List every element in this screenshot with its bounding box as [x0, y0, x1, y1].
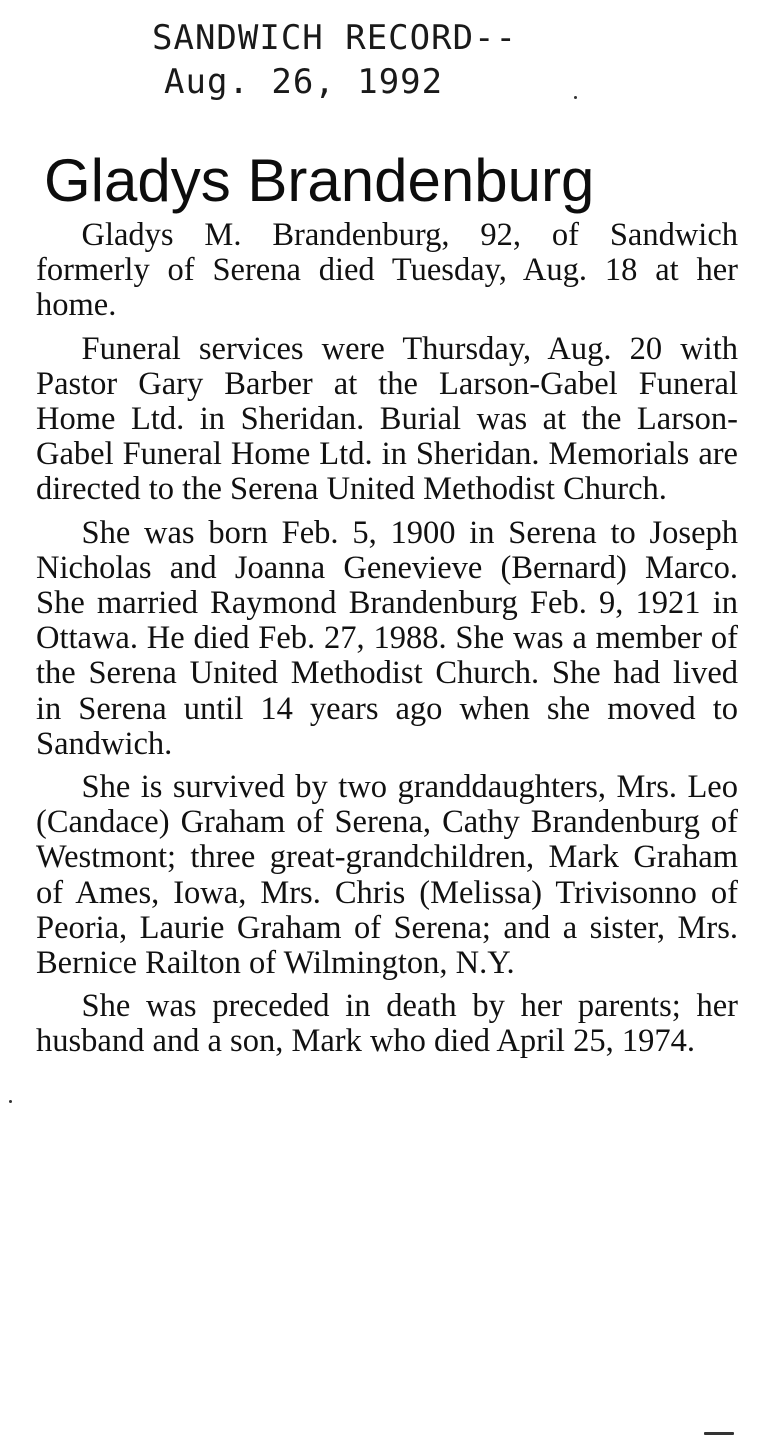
- scan-speck: [574, 96, 577, 99]
- paragraph-funeral-services: Funeral services were Thursday, Aug. 20 with Pastor Gary Barber at the Larson-Gabel Funeral Home Ltd. in Sheridan. Burial was at the Larson-Gabel Funeral Home Ltd. in Sheridan. Memorials are directed to the Serena United Methodist Church.: [36, 330, 738, 508]
- obituary-headline: Gladys Brandenburg: [44, 147, 595, 214]
- obituary-body: [36, 218, 738, 1068]
- publication-date: Aug. 26, 1992: [164, 62, 444, 102]
- typed-source-note: [152, 16, 672, 104]
- scan-speck: [9, 1100, 12, 1103]
- paragraph-survivors: She is survived by two granddaughters, Mrs. Leo (Candace) Graham of Serena, Cathy Brandenburg of Westmont; three great-grandchildren, Mark Graham of Ames, Iowa, Mrs. Chris (Melissa) Trivisonno of Peoria, Laurie Graham of Serena; and a sister, Mrs. Bernice Railton of Wilmington, N.Y.: [36, 769, 738, 982]
- paragraph-preceded-in-death: She was preceded in death by her parents; her husband and a son, Mark who died April 25, 1974.: [36, 988, 738, 1060]
- publication-name: SANDWICH RECORD--: [152, 18, 517, 58]
- scan-speck: [704, 1432, 734, 1435]
- paragraph-biography: She was born Feb. 5, 1900 in Serena to Joseph Nicholas and Joanna Genevieve (Bernard) Marco. She married Raymond Brandenburg Feb. 9, 1921 in Ottawa. He died Feb. 27, 1988. She was a member of the Serena United Methodist Church. She had lived in Serena until 14 years ago when she moved to Sandwich.: [36, 514, 738, 762]
- paragraph-death-notice: Gladys M. Brandenburg, 92, of Sandwich formerly of Serena died Tuesday, Aug. 18 at her home.: [36, 217, 738, 324]
